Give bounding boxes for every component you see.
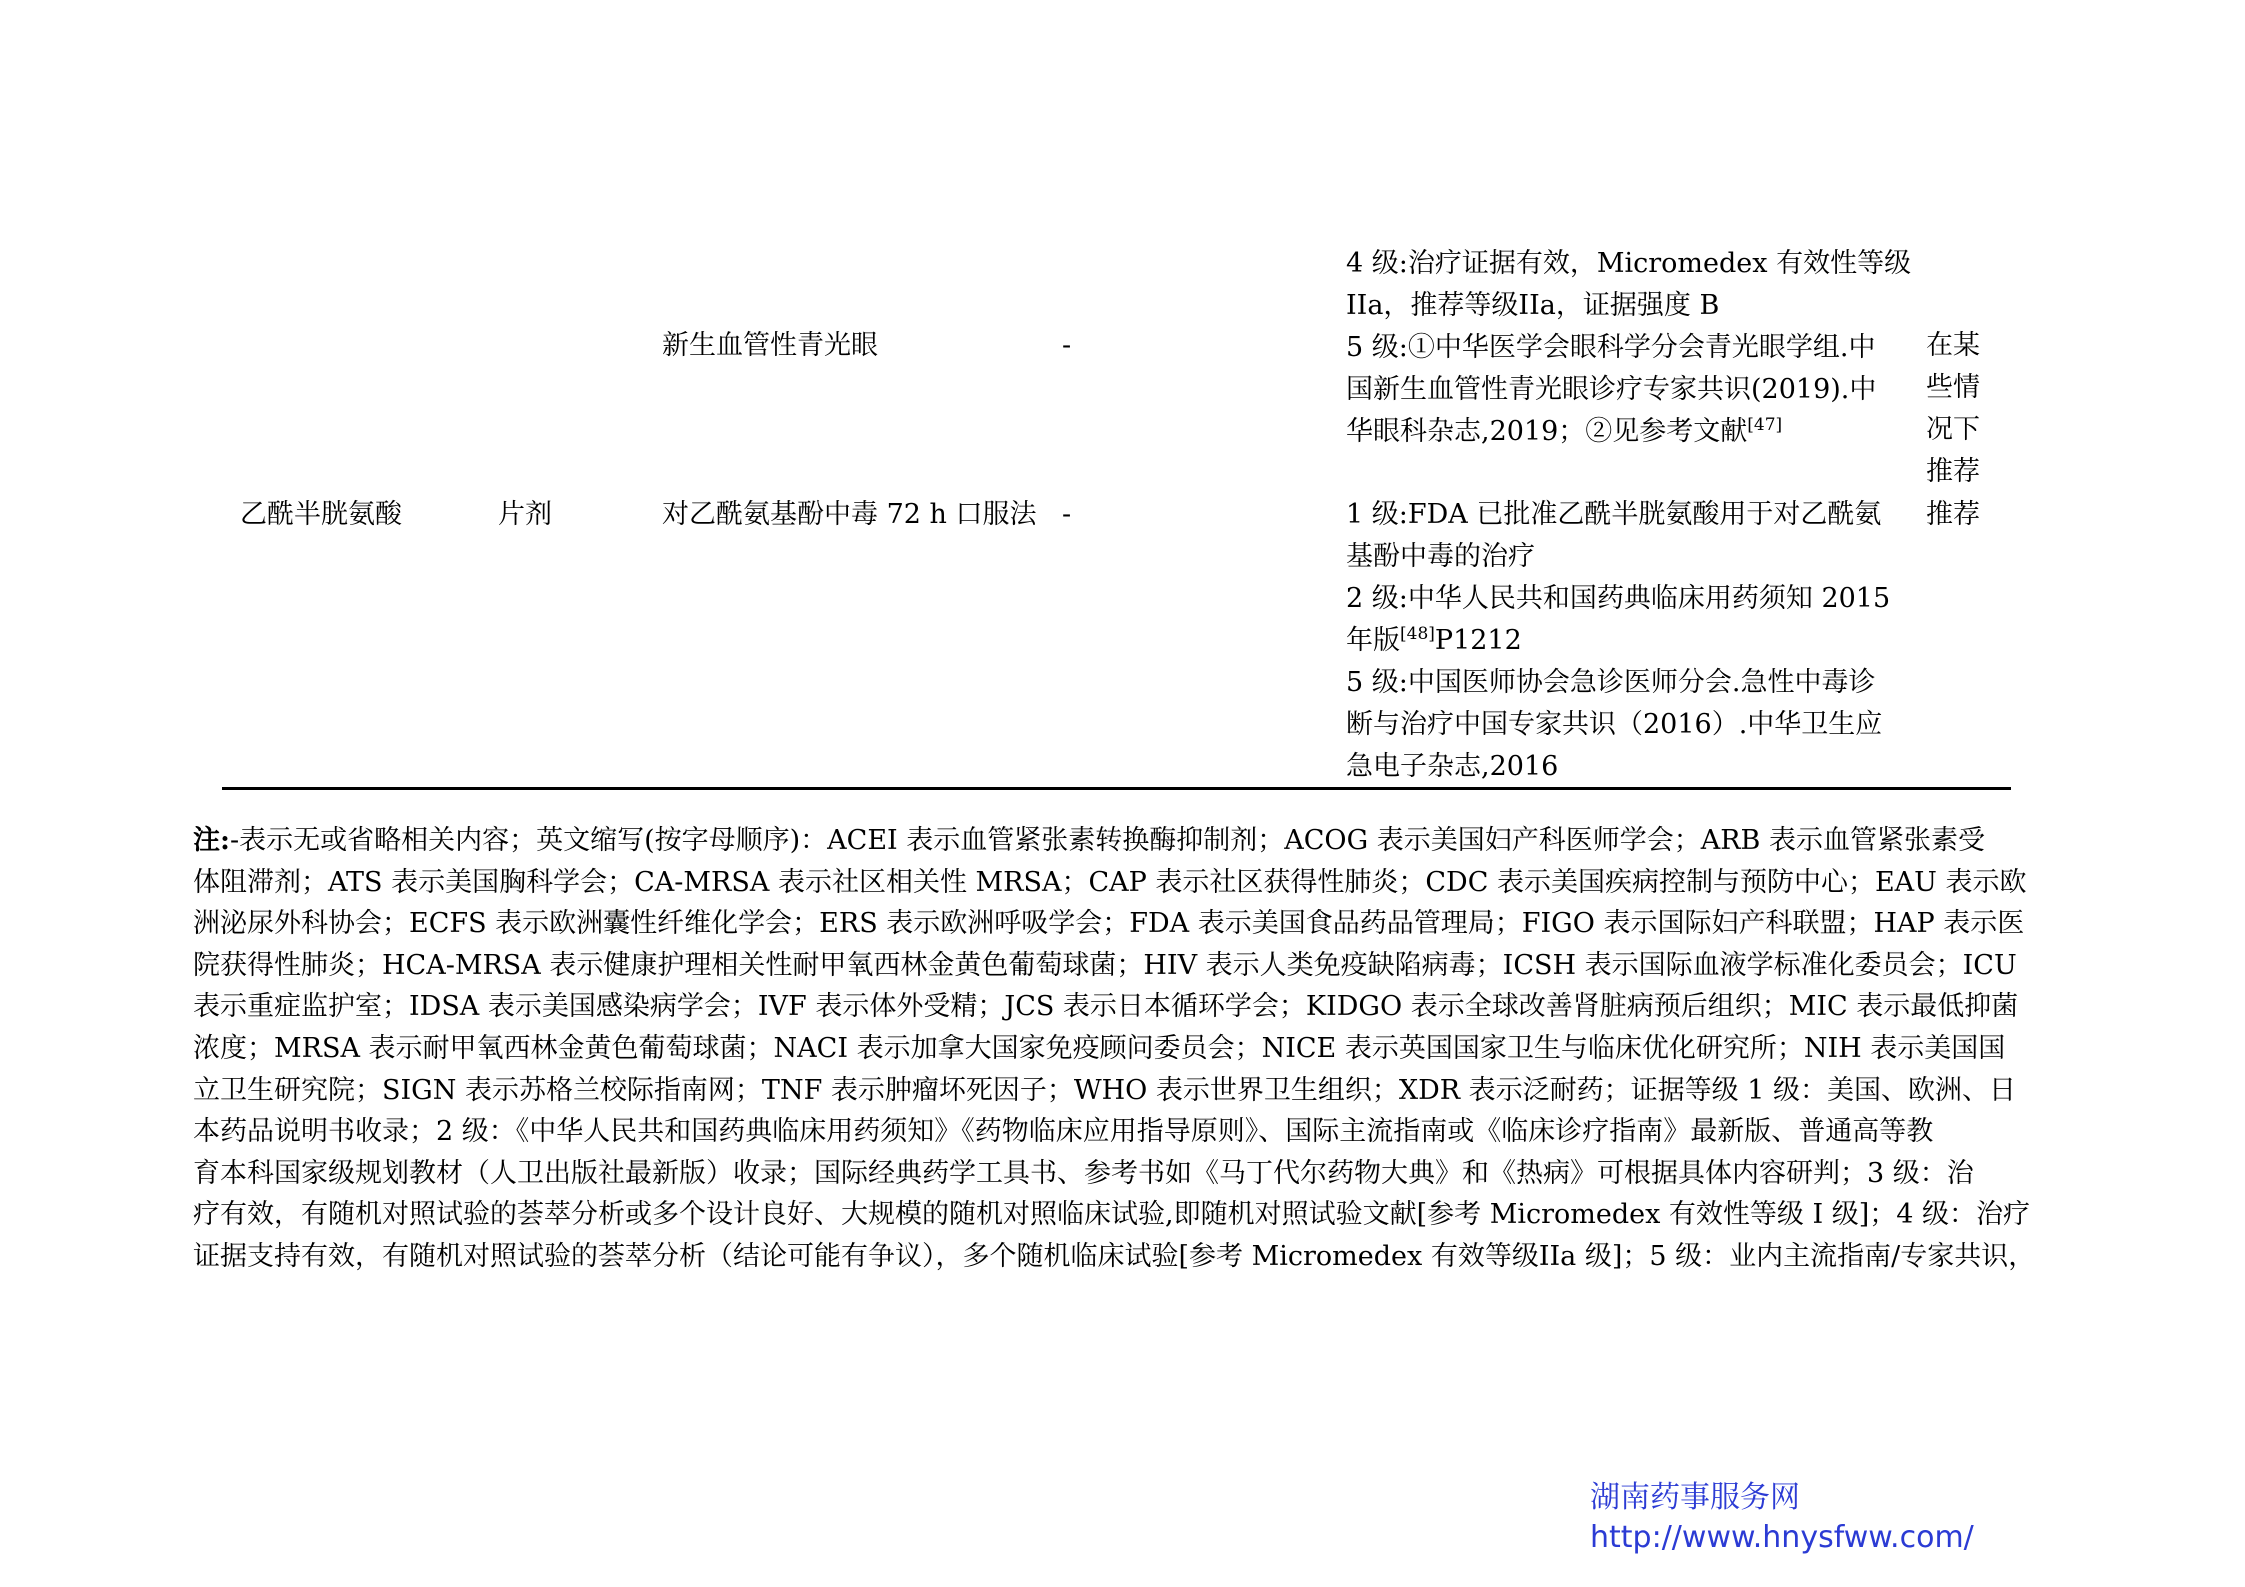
recommendation-line: 些情 (1926, 372, 1980, 403)
note-line: 育本科国家级规划教材（人卫出版社最新版）收录；国际经典药学工具书、参考书如《马丁代尔药物大典》和《热病》可根据具体内容研判；3 级：治 (193, 1157, 1974, 1189)
evidence-line: 5 级:①中华医学会眼科学分会青光眼学组.中 (1346, 332, 1876, 363)
evidence-line: 华眼科杂志,2019；②见参考文献[47] (1346, 415, 1783, 447)
row1-usage: - (1062, 330, 1072, 361)
note-line: 浓度；MRSA 表示耐甲氧西林金黄色葡萄球菌；NACI 表示加拿大国家免疫顾问委员会；NICE 表示英国国家卫生与临床优化研究所；NIH 表示美国国 (193, 1032, 2006, 1064)
watermark-url[interactable]: http://www.hnysfww.com/ (1590, 1520, 1974, 1555)
row1-evidence (1346, 243, 1911, 453)
note-line: 立卫生研究院；SIGN 表示苏格兰校际指南网；TNF 表示肿瘤坏死因子；WHO 表示世界卫生组织；XDR 表示泛耐药；证据等级 1 级：美国、欧洲、日 (193, 1074, 2017, 1106)
evidence-line: 急电子杂志,2016 (1346, 751, 1559, 782)
watermark-site-name: 湖南药事服务网 (1590, 1480, 1800, 1515)
row2-evidence (1346, 494, 1890, 788)
note-line: 本药品说明书收录；2 级：《中华人民共和国药典临床用药须知》《药物临床应用指导原则》、国际主流指南或《临床诊疗指南》最新版、普通高等教 (193, 1116, 1934, 1148)
recommendation-line: 况下 (1926, 414, 1980, 445)
row2-usage: - (1062, 499, 1072, 530)
note-line: 体阻滞剂；ATS 表示美国胸科学会；CA-MRSA 表示社区相关性 MRSA；CAP 表示社区获得性肺炎；CDC 表示美国疾病控制与预防中心；EAU 表示欧 (193, 866, 2027, 898)
note-line: 注:-表示无或省略相关内容；英文缩写(按字母顺序)：ACEI 表示血管紧张素转换酶抑制剂；ACOG 表示美国妇产科医师学会；ARB 表示血管紧张素受 (193, 825, 1985, 856)
row1-recommendation (1926, 325, 1980, 493)
row2-indication: 对乙酰氨基酚中毒 72 h 口服法 (662, 499, 1037, 530)
reference-superscript: [48] (1400, 624, 1435, 644)
evidence-line: 4 级:治疗证据有效，Micromedex 有效性等级 (1346, 248, 1912, 279)
table-bottom-rule (222, 787, 2011, 790)
evidence-line: 年版[48]P1212 (1346, 624, 1522, 656)
note-line: 证据支持有效，有随机对照试验的荟萃分析（结论可能有争议），多个随机临床试验[参考 Micromedex 有效等级IIa 级]；5 级：业内主流指南/专家共识， (193, 1240, 2036, 1272)
row2-drug: 乙酰半胱氨酸 (240, 499, 402, 530)
evidence-line: 2 级:中华人民共和国药典临床用药须知 2015 (1346, 583, 1891, 614)
reference-superscript: [47] (1747, 415, 1783, 435)
table-footnote (193, 820, 2053, 1278)
note-line: 表示重症监护室；IDSA 表示美国感染病学会；IVF 表示体外受精；JCS 表示日本循环学会；KIDGO 表示全球改善肾脏病预后组织；MIC 表示最低抑菌 (193, 991, 2019, 1023)
note-label: 注: (193, 825, 230, 856)
evidence-line: IIa，推荐等级IIa，证据强度 B (1346, 290, 1720, 321)
note-line: 院获得性肺炎；HCA-MRSA 表示健康护理相关性耐甲氧西林金黄色葡萄球菌；HIV 表示人类免疫缺陷病毒；ICSH 表示国际血液学标准化委员会；ICU (193, 949, 2017, 981)
evidence-line: 基酚中毒的治疗 (1346, 541, 1535, 572)
row1-indication: 新生血管性青光眼 (662, 330, 878, 361)
evidence-line: 5 级:中国医师协会急诊医师分会.急性中毒诊 (1346, 667, 1876, 698)
recommendation-line: 在某 (1926, 330, 1980, 361)
evidence-line: 断与治疗中国专家共识（2016）.中华卫生应 (1346, 709, 1883, 740)
evidence-line: 1 级:FDA 已批准乙酰半胱氨酸用于对乙酰氨 (1346, 499, 1882, 530)
recommendation-line: 推荐 (1926, 456, 1980, 487)
evidence-line: 国新生血管性青光眼诊疗专家共识(2019).中 (1346, 374, 1877, 405)
row2-recommendation: 推荐 (1926, 499, 1980, 530)
site-watermark (1590, 1478, 1974, 1558)
row2-dosage-form: 片剂 (498, 499, 552, 530)
note-line: 疗有效，有随机对照试验的荟萃分析或多个设计良好、大规模的随机对照临床试验,即随机对照试验文献[参考 Micromedex 有效性等级 I 级]；4 级：治疗 (193, 1199, 2031, 1231)
note-line: 洲泌尿外科协会；ECFS 表示欧洲囊性纤维化学会；ERS 表示欧洲呼吸学会；FDA 表示美国食品药品管理局；FIGO 表示国际妇产科联盟；HAP 表示医 (193, 908, 2025, 940)
